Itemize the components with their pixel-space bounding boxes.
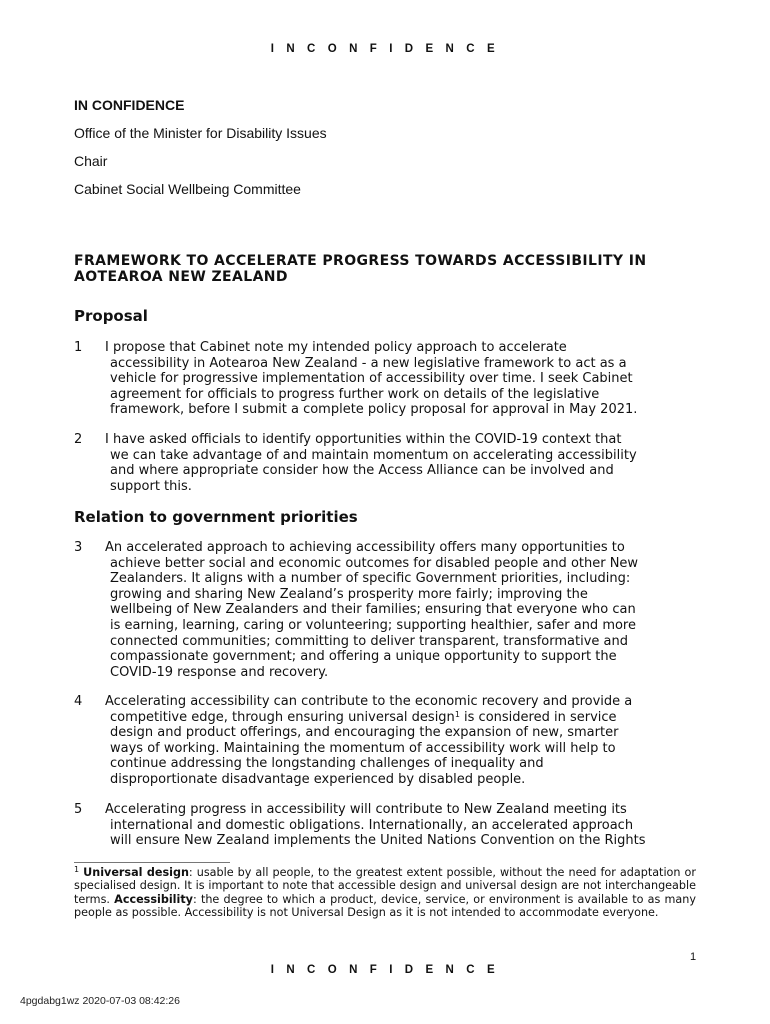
paragraph-line: vehicle for progressive implementation of accessibility over time. I seek Cabinet bbox=[110, 371, 633, 387]
paragraph-line: growing and sharing New Zealand’s prosperity more fairly; improving the bbox=[110, 586, 588, 602]
paragraph-4 bbox=[0, 694, 632, 788]
footnote-term: Universal design bbox=[83, 866, 189, 879]
footnote-separator bbox=[74, 862, 230, 863]
paragraph-number: 2 bbox=[74, 432, 83, 447]
document-id-stamp: 4pgdabg1wz 2020-07-03 08:42:26 bbox=[20, 995, 180, 1007]
paragraph-3 bbox=[0, 540, 638, 680]
paragraph-line: disproportionate disadvantage experienced by disabled people. bbox=[110, 771, 526, 787]
committee-name: Cabinet Social Wellbeing Committee bbox=[74, 181, 301, 197]
paragraph-line: wellbeing of New Zealanders and their families; ensuring that everyone who can bbox=[110, 602, 636, 618]
section-heading-relation: Relation to government priorities bbox=[74, 508, 358, 526]
paragraph-2 bbox=[0, 432, 637, 494]
footnote-definition: : the degree to which a product, device, service, or environment is available to as many people as possible. Accessibility is not Universal Design as it is not intended to accommodate everyone. bbox=[74, 892, 696, 920]
paragraph-line: is earning, learning, caring or volunteering; supporting healthier, safer and more bbox=[110, 617, 636, 633]
paragraph-line: agreement for officials to progress further work on details of the legislative bbox=[110, 386, 600, 402]
footnote-term: Accessibility bbox=[114, 892, 193, 906]
footnote-definition: : usable by all people, to the greatest extent possible, without the need for adaptation or specialised design. It is important to note that accessible design and universal design are not interchangeable terms. bbox=[74, 866, 696, 906]
page-number: 1 bbox=[690, 951, 697, 963]
paragraph-line: continue addressing the longstanding challenges of inequality and bbox=[110, 756, 544, 772]
title-line: FRAMEWORK TO ACCELERATE PROGRESS TOWARDS ACCESSIBILITY IN bbox=[74, 253, 647, 269]
section-heading-proposal: Proposal bbox=[74, 307, 148, 325]
footnote-marker: 1 bbox=[74, 865, 80, 874]
paragraph-line: ways of working. Maintaining the momentum of accessibility work will help to bbox=[110, 740, 616, 756]
paragraph-line: framework, before I submit a complete policy proposal for approval in May 2021. bbox=[110, 402, 638, 418]
paragraph-line: An accelerated approach to achieving accessibility offers many opportunities to bbox=[105, 540, 625, 555]
paragraph-line: achieve better social and economic outcomes for disabled people and other New bbox=[110, 555, 639, 571]
footer-confidentiality-banner: I N C O N F I D E N C E bbox=[270, 964, 500, 976]
paragraph-line: Zealanders. It aligns with a number of specific Government priorities, including: bbox=[110, 571, 631, 587]
to-chair: Chair bbox=[74, 153, 108, 169]
paragraph-line: I propose that Cabinet note my intended policy approach to accelerate bbox=[105, 340, 567, 355]
paragraph-line bbox=[110, 710, 632, 726]
paragraph-number: 1 bbox=[74, 340, 83, 355]
paragraph-line-text: competitive edge, through ensuring universal design bbox=[110, 709, 455, 725]
paragraph-line: accessibility in Aotearoa New Zealand - a new legislative framework to act as a bbox=[110, 355, 627, 371]
title-line: AOTEAROA NEW ZEALAND bbox=[74, 269, 288, 285]
paragraph-5 bbox=[0, 802, 645, 849]
paragraph-line: COVID-19 response and recovery. bbox=[110, 664, 329, 680]
paragraph-line: connected communities; committing to deliver transparent, transformative and bbox=[110, 633, 628, 649]
paragraph-number: 4 bbox=[74, 694, 83, 709]
paragraph-line: I have asked officials to identify opportunities within the COVID-19 context that bbox=[105, 432, 622, 447]
paragraph-line: international and domestic obligations. Internationally, an accelerated approach bbox=[110, 817, 634, 833]
paragraph-line: compassionate government; and offering a unique opportunity to support the bbox=[110, 649, 617, 665]
document-title bbox=[74, 253, 714, 285]
footnote bbox=[74, 866, 696, 920]
paragraph-1 bbox=[0, 340, 637, 418]
paragraph-line: support this. bbox=[110, 478, 192, 494]
paragraph-line-tail: is considered in service bbox=[459, 709, 617, 725]
paragraph-line: Accelerating progress in accessibility will contribute to New Zealand meeting its bbox=[105, 802, 627, 817]
from-office: Office of the Minister for Disability Issues bbox=[74, 125, 327, 141]
footnote-reference[interactable]: 1 bbox=[454, 709, 460, 719]
paragraph-line: and where appropriate consider how the Access Alliance can be involved and bbox=[110, 463, 614, 479]
paragraph-line: we can take advantage of and maintain momentum on accelerating accessibility bbox=[110, 447, 637, 463]
paragraph-number: 5 bbox=[74, 802, 83, 817]
paragraph-line: Accelerating accessibility can contribute to the economic recovery and provide a bbox=[105, 694, 633, 709]
paragraph-number: 3 bbox=[74, 540, 83, 555]
paragraph-line: will ensure New Zealand implements the United Nations Convention on the Rights bbox=[110, 833, 646, 849]
paragraph-line: design and product offerings, and encouraging the expansion of new, smarter bbox=[110, 725, 619, 741]
classification-label: IN CONFIDENCE bbox=[74, 97, 185, 113]
header-confidentiality-banner: I N C O N F I D E N C E bbox=[270, 43, 500, 55]
